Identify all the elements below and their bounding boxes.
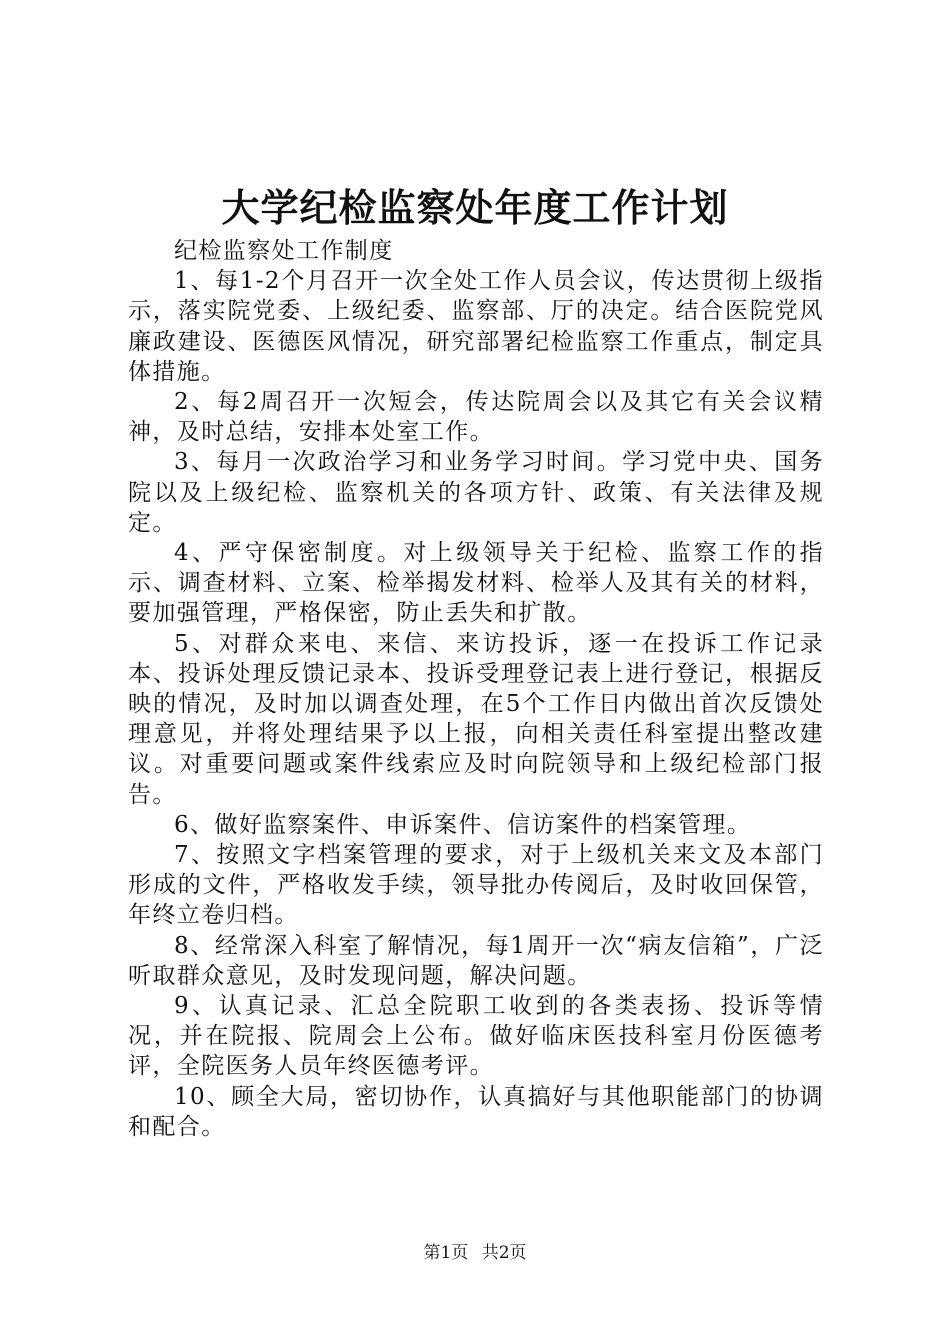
paragraph-5: 5、对群众来电、来信、来访投诉，逐一在投诉工作记录本、投诉处理反馈记录本、投诉受理登记表上进行登记，根据反映的情况，及时加以调查处理，在5个工作日内做出首次反馈处理意见，并将处理结果予以上报，向相关责任科室提出整改建议。对重要问题或案件线索应及时向院领导和上级纪检部门报告。: [128, 630, 824, 808]
paragraph-6: 6、做好监察案件、申诉案件、信访案件的档案管理。: [174, 811, 752, 838]
section-subtitle: 纪检监察处工作制度: [174, 238, 394, 264]
paragraph-9: 9、认真记录、汇总全院职工收到的各类表扬、投诉等情况，并在院报、院周会上公布。做好临床医技科室月份医德考评，全院医务人员年终医德考评。: [128, 993, 824, 1080]
page-number-current: 第1页: [423, 1243, 469, 1263]
page-number-total: 共2页: [481, 1243, 527, 1263]
page-footer: [0, 1241, 950, 1265]
paragraph-7: 7、按照文字档案管理的要求，对于上级机关来文及本部门形成的文件，严格收发手续，领导批办传阅后，及时收回保管，年终立卷归档。: [128, 842, 824, 929]
document-body: [128, 236, 824, 1142]
paragraph-1: 1、每1-2个月召开一次全处工作人员会议，传达贯彻上级指示，落实院党委、上级纪委、监察部、厅的决定。结合医院党风廉政建设、医德医风情况，研究部署纪检监察工作重点，制定具体措施。: [128, 268, 824, 385]
document-title: 大学纪检监察处年度工作计划: [221, 185, 729, 230]
paragraph-4: 4、严守保密制度。对上级领导关于纪检、监察工作的指示、调查材料、立案、检举揭发材料、检举人及其有关的材料，要加强管理，严格保密，防止丢失和扩散。: [128, 540, 824, 627]
paragraph-10: 10、顾全大局，密切协作，认真搞好与其他职能部门的协调和配合。: [128, 1083, 824, 1140]
paragraph-3: 3、每月一次政治学习和业务学习时间。学习党中央、国务院以及上级纪检、监察机关的各项方针、政策、有关法律及规定。: [128, 449, 824, 536]
paragraph-2: 2、每2周召开一次短会，传达院周会以及其它有关会议精神，及时总结，安排本处室工作。: [128, 389, 824, 446]
paragraph-8: 8、经常深入科室了解情况，每1周开一次“病友信箱”，广泛听取群众意见，及时发现问题，解决问题。: [128, 932, 824, 989]
